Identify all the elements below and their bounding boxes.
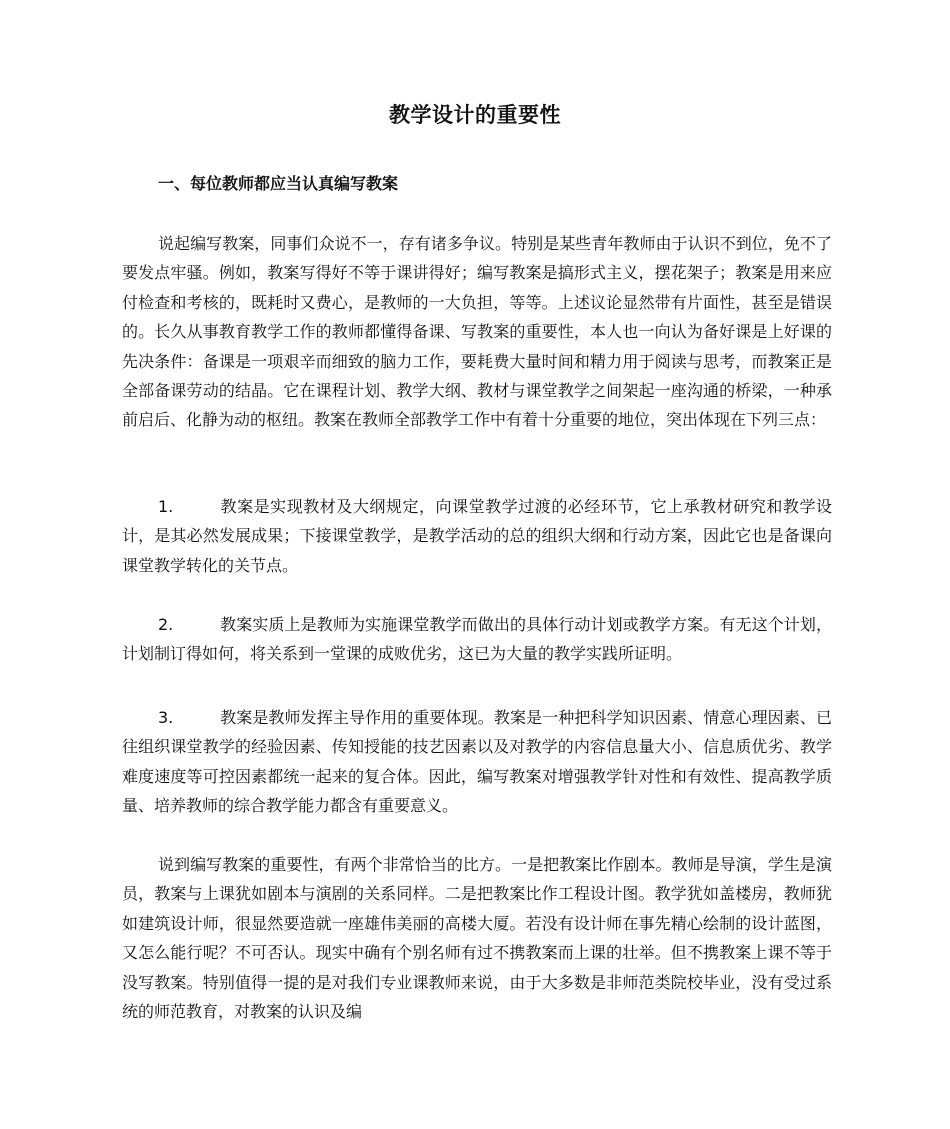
list-item xyxy=(122,610,832,669)
section-heading: 一、每位教师都应当认真编写教案 xyxy=(158,174,399,193)
paragraph-analogy: 说到编写教案的重要性，有两个非常恰当的比方。一是把教案比作剧本。教师是导演，学生是演员，教案与上课犹如剧本与演剧的关系同样。二是把教案比作工程设计图。教学犹如盖楼房，教师犹如建筑设计师，很显然要造就一座雄伟美丽的高楼大厦。若没有设计师在事先精心绘制的设计蓝图，又怎么能行呢？不可否认。现实中确有个别名师有过不携教案而上课的壮举。但不携教案上课不等于没写教案。特别值得一提的是对我们专业课教师来说，由于大多数是非师范类院校毕业，没有受过系统的师范教育，对教案的认识及编 xyxy=(122,855,832,1022)
list-item-text: 教案是实现教材及大纲规定，向课堂教学过渡的必经环节，它上承教材研究和教学设计，是其必然发展成果；下接课堂教学，是教学活动的总的组织大纲和行动方案，因此它也是备课向课堂教学转化的关节点。 xyxy=(122,497,832,575)
list-item xyxy=(122,703,832,821)
document-title: 教学设计的重要性 xyxy=(389,103,561,127)
list-item-number: 3. xyxy=(158,708,174,727)
list-item-number: 2. xyxy=(158,615,174,634)
paragraph-intro: 说起编写教案，同事们众说不一，存有诸多争议。特别是某些青年教师由于认识不到位，免不了要发点牢骚。例如，教案写得好不等于课讲得好；编写教案是搞形式主义，摆花架子；教案是用来应付检查和考核的，既耗时又费心，是教师的一大负担，等等。上述议论显然带有片面性，甚至是错误的。长久从事教育教学工作的教师都懂得备课、写教案的重要性，本人也一向认为备好课是上好课的先决条件：备课是一项艰辛而细致的脑力工作，要耗费大量时间和精力用于阅读与思考，而教案正是全部备课劳动的结晶。它在课程计划、教学大纲、教材与课堂教学之间架起一座沟通的桥梁，一种承前启后、化静为动的枢纽。教案在教师全部教学工作中有着十分重要的地位，突出体现在下列三点： xyxy=(122,234,832,430)
list-item xyxy=(122,492,832,580)
list-item-number: 1. xyxy=(158,497,174,516)
list-item-text: 教案实质上是教师为实施课堂教学而做出的具体行动计划或教学方案。有无这个计划，计划制订得如何，将关系到一堂课的成败优劣，这已为大量的教学实践所证明。 xyxy=(122,615,832,664)
list-item-text: 教案是教师发挥主导作用的重要体现。教案是一种把科学知识因素、情意心理因素、已往组织课堂教学的经验因素、传知授能的技艺因素以及对教学的内容信息量大小、信息质优劣、教学难度速度等可控因素都统一起来的复合体。因此，编写教案对增强教学针对性和有效性、提高教学质量、培养教师的综合教学能力都含有重要意义。 xyxy=(122,708,832,816)
